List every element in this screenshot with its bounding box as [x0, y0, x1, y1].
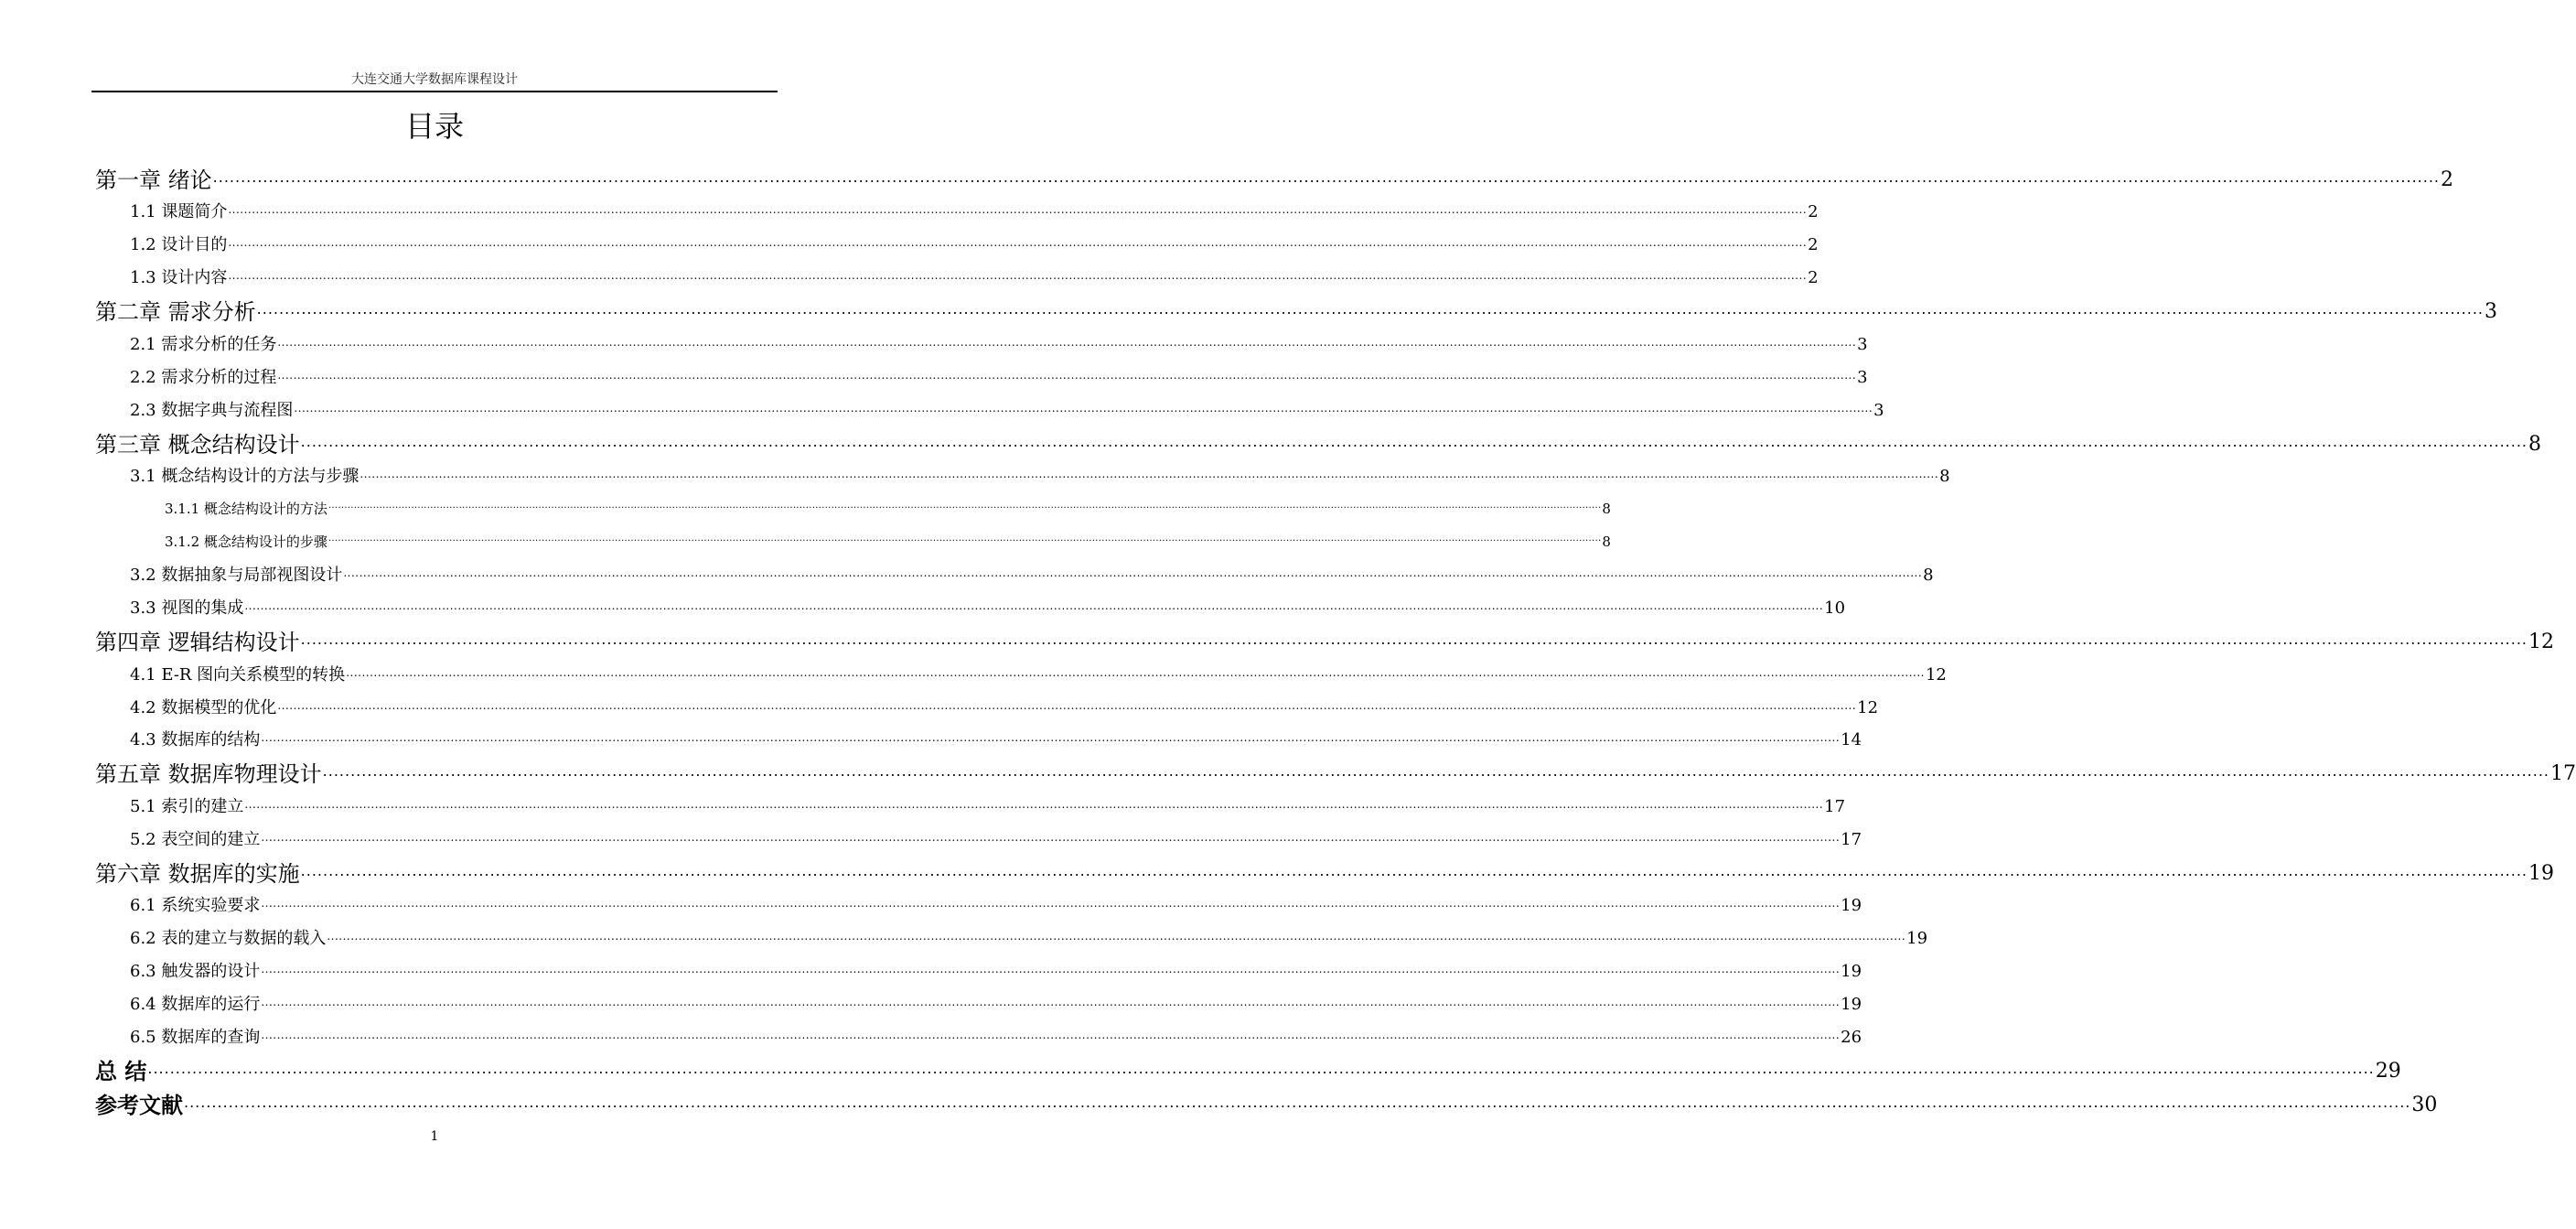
toc-entry-label: 3.1.2 概念结构设计的步骤	[165, 534, 327, 550]
toc-section-entry[interactable]	[130, 331, 1868, 356]
toc-dot-leader: ................................................................................................................................................................................................................................................................................................................................................................................................................	[300, 631, 2528, 648]
toc-entry-page: 2	[1808, 202, 1819, 221]
toc-dot-leader: ................................................................................................................................................................................................................................................................................................................................................................................................................	[327, 534, 1602, 544]
toc-dot-leader: ................................................................................................................................................................................................................................................................................................................................................................................................................	[343, 566, 1923, 579]
running-header: 大连交通大学数据库课程设计	[351, 72, 518, 87]
toc-section-entry[interactable]	[130, 991, 1862, 1016]
toc-entry-label: 总 结	[95, 1059, 147, 1084]
toc-chapter-entry[interactable]	[95, 1089, 2438, 1119]
toc-entry-label: 5.1 索引的建立	[130, 797, 244, 816]
toc-entry-label: 6.5 数据库的查询	[130, 1028, 261, 1047]
toc-entry-page: 17	[1841, 830, 1862, 849]
toc-section-entry[interactable]	[130, 892, 1862, 917]
toc-entry-page: 26	[1841, 1028, 1862, 1047]
toc-entry-label: 参考文献	[95, 1093, 183, 1118]
toc-dot-leader: ................................................................................................................................................................................................................................................................................................................................................................................................................	[346, 666, 1925, 679]
toc-entry-label: 2.2 需求分析的过程	[130, 368, 277, 387]
toc-entry-label: 6.4 数据库的运行	[130, 995, 261, 1014]
toc-entry-page: 12	[1925, 665, 1947, 685]
toc-dot-leader: ................................................................................................................................................................................................................................................................................................................................................................................................................	[147, 1060, 2375, 1077]
toc-title: 目录	[404, 109, 464, 144]
toc-section-entry[interactable]	[130, 727, 1862, 751]
toc-section-entry[interactable]	[130, 695, 1879, 719]
toc-dot-leader: ................................................................................................................................................................................................................................................................................................................................................................................................................	[360, 468, 1939, 480]
toc-entry-page: 8	[1602, 501, 1611, 517]
toc-section-entry[interactable]	[130, 264, 1819, 289]
toc-section-entry[interactable]	[130, 1024, 1862, 1049]
toc-dot-leader: ................................................................................................................................................................................................................................................................................................................................................................................................................	[261, 831, 1841, 844]
toc-entry-page: 2	[1808, 235, 1819, 254]
toc-entry-page: 30	[2411, 1094, 2438, 1116]
toc-section-entry[interactable]	[130, 595, 1846, 620]
toc-dot-leader: ................................................................................................................................................................................................................................................................................................................................................................................................................	[244, 599, 1824, 612]
toc-entry-page: 19	[1906, 929, 1928, 948]
toc-entry-label: 3.3 视图的集成	[130, 598, 244, 618]
toc-dot-leader: ................................................................................................................................................................................................................................................................................................................................................................................................................	[277, 699, 1857, 712]
toc-entry-page: 3	[1857, 335, 1868, 354]
toc-dot-leader: ................................................................................................................................................................................................................................................................................................................................................................................................................	[261, 897, 1841, 910]
toc-chapter-entry[interactable]	[95, 1055, 2401, 1085]
toc-entry-label: 3.2 数据抽象与局部视图设计	[130, 566, 343, 585]
toc-chapter-entry[interactable]	[95, 857, 2555, 888]
toc-dot-leader: ................................................................................................................................................................................................................................................................................................................................................................................................................	[277, 336, 1857, 349]
toc-entry-label: 第一章 绪论	[95, 167, 212, 193]
toc-entry-page: 3	[1873, 401, 1884, 420]
toc-dot-leader: ................................................................................................................................................................................................................................................................................................................................................................................................................	[300, 862, 2528, 879]
toc-section-entry[interactable]	[130, 364, 1868, 389]
toc-dot-leader: ................................................................................................................................................................................................................................................................................................................................................................................................................	[184, 1094, 2411, 1111]
toc-chapter-entry[interactable]	[95, 758, 2576, 788]
toc-entry-label: 1.2 设计目的	[130, 235, 228, 254]
toc-entry-label: 第六章 数据库的实施	[95, 861, 300, 887]
toc-chapter-entry[interactable]	[95, 626, 2555, 656]
toc-section-entry[interactable]	[130, 662, 1947, 686]
toc-entry-label: 1.1 课题简介	[130, 202, 228, 221]
toc-chapter-entry[interactable]	[95, 428, 2542, 458]
toc-entry-label: 第二章 需求分析	[95, 299, 256, 325]
toc-chapter-entry[interactable]	[95, 296, 2498, 326]
toc-section-entry[interactable]	[130, 925, 1928, 950]
toc-section-entry[interactable]	[130, 232, 1819, 256]
toc-entry-page: 17	[1824, 797, 1846, 816]
toc-dot-leader: ................................................................................................................................................................................................................................................................................................................................................................................................................	[261, 1029, 1841, 1041]
toc-dot-leader: ................................................................................................................................................................................................................................................................................................................................................................................................................	[212, 168, 2441, 186]
toc-entry-label: 1.3 设计内容	[130, 268, 228, 287]
toc-section-entry[interactable]	[130, 463, 1950, 488]
toc-entry-page: 8	[1923, 566, 1934, 585]
toc-chapter-entry[interactable]	[95, 164, 2454, 194]
toc-entry-label: 4.1 E-R 图向关系模型的转换	[130, 665, 346, 685]
toc-entry-page: 12	[1857, 698, 1879, 717]
toc-dot-leader: ................................................................................................................................................................................................................................................................................................................................................................................................................	[228, 236, 1808, 249]
toc-entry-page: 29	[2375, 1060, 2401, 1083]
toc-entry-label: 5.2 表空间的建立	[130, 830, 261, 849]
toc-entry-label: 第四章 逻辑结构设计	[95, 630, 300, 655]
toc-dot-leader: ................................................................................................................................................................................................................................................................................................................................................................................................................	[300, 433, 2528, 450]
toc-section-entry[interactable]	[130, 562, 1934, 587]
toc-entry-page: 2	[1808, 268, 1819, 287]
toc-dot-leader: ................................................................................................................................................................................................................................................................................................................................................................................................................	[261, 996, 1841, 1008]
toc-dot-leader: ................................................................................................................................................................................................................................................................................................................................................................................................................	[228, 269, 1808, 282]
toc-dot-leader: ................................................................................................................................................................................................................................................................................................................................................................................................................	[322, 762, 2550, 780]
toc-entry-label: 第五章 数据库物理设计	[95, 761, 322, 787]
toc-dot-leader: ................................................................................................................................................................................................................................................................................................................................................................................................................	[277, 369, 1857, 382]
toc-entry-page: 19	[1841, 995, 1862, 1014]
toc-section-entry[interactable]	[130, 826, 1862, 851]
toc-dot-leader: ................................................................................................................................................................................................................................................................................................................................................................................................................	[228, 203, 1808, 216]
toc-entry-page: 19	[1841, 962, 1862, 981]
toc-entry-label: 4.2 数据模型的优化	[130, 698, 277, 717]
toc-entry-page: 14	[1841, 730, 1862, 749]
toc-entry-page: 12	[2528, 631, 2555, 653]
toc-section-entry[interactable]	[130, 958, 1862, 983]
toc-dot-leader: ................................................................................................................................................................................................................................................................................................................................................................................................................	[327, 501, 1602, 511]
toc-entry-page: 3	[1857, 368, 1868, 387]
toc-entry-label: 6.3 触发器的设计	[130, 962, 261, 981]
toc-section-entry[interactable]	[130, 199, 1819, 223]
toc-section-entry[interactable]	[130, 397, 1884, 422]
toc-section-entry[interactable]	[130, 793, 1846, 818]
toc-entry-label: 6.1 系统实验要求	[130, 896, 261, 915]
toc-dot-leader: ................................................................................................................................................................................................................................................................................................................................................................................................................	[261, 731, 1841, 744]
toc-entry-label: 6.2 表的建立与数据的载入	[130, 929, 327, 948]
toc-entry-page: 3	[2485, 300, 2498, 323]
toc-entry-page: 17	[2550, 762, 2576, 785]
toc-entry-page: 19	[2528, 862, 2555, 885]
toc-entry-page: 10	[1824, 598, 1846, 618]
toc-entry-label: 2.1 需求分析的任务	[130, 335, 277, 354]
toc-entry-label: 3.1 概念结构设计的方法与步骤	[130, 467, 360, 486]
toc-entry-label: 2.3 数据字典与流程图	[130, 401, 294, 420]
toc-dot-leader: ................................................................................................................................................................................................................................................................................................................................................................................................................	[261, 963, 1841, 976]
toc-entry-page: 8	[1939, 467, 1950, 486]
page-number: 1	[430, 1129, 439, 1144]
toc-entry-page: 2	[2441, 168, 2454, 191]
toc-entry-page: 8	[2528, 433, 2542, 456]
toc-dot-leader: ................................................................................................................................................................................................................................................................................................................................................................................................................	[294, 402, 1873, 415]
toc-entry-label: 4.3 数据库的结构	[130, 730, 261, 749]
toc-entry-label: 第三章 概念结构设计	[95, 432, 300, 458]
toc-dot-leader: ................................................................................................................................................................................................................................................................................................................................................................................................................	[244, 798, 1824, 811]
toc-dot-leader: ................................................................................................................................................................................................................................................................................................................................................................................................................	[256, 300, 2485, 318]
toc-subsection-entry[interactable]	[165, 497, 1611, 518]
toc-entry-page: 8	[1602, 534, 1611, 550]
toc-entry-label: 3.1.1 概念结构设计的方法	[165, 501, 327, 517]
toc-entry-page: 19	[1841, 896, 1862, 915]
toc-subsection-entry[interactable]	[165, 530, 1611, 551]
toc-dot-leader: ................................................................................................................................................................................................................................................................................................................................................................................................................	[327, 930, 1906, 943]
